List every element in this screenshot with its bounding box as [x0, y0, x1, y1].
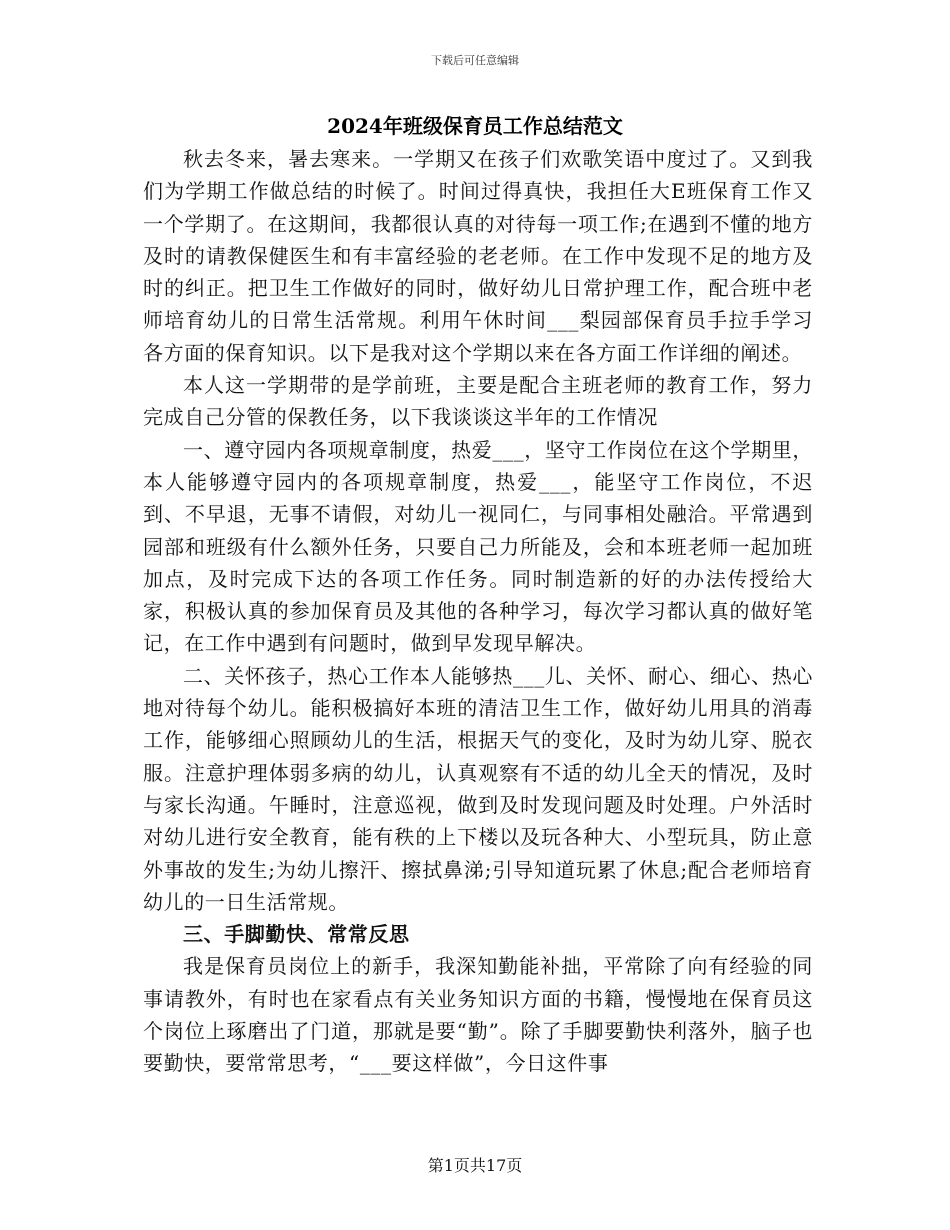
document-body [143, 143, 813, 1080]
page-footer: 第1页共17页 [427, 1156, 523, 1175]
body-paragraph-section-2: 二、关怀孩子，热心工作本人能够热___儿、关怀、耐心、细心、热心地对待每个幼儿。能积极搞好本班的清洁卫生工作，做好幼儿用具的消毒工作，能够细心照顾幼儿的生活，根据天气的变化，及时为幼儿穿、脱衣服。注意护理体弱多病的幼儿，认真观察有不适的幼儿全天的情况，及时与家长沟通。午睡时，注意巡视，做到及时发现问题及时处理。户外活时对幼儿进行安全教育，能有秩的上下楼以及玩各种大、小型玩具，防止意外事故的发生;为幼儿擦汗、擦拭鼻涕;引导知道玩累了休息;配合老师培育幼儿的一日生活常规。 [143, 663, 813, 914]
section-3-heading: 三、手脚勤快、常常反思 [183, 922, 410, 947]
body-paragraph-overview: 本人这一学期带的是学前班，主要是配合主班老师的教育工作，努力完成自己分管的保教任务，以下我谈谈这半年的工作情况 [143, 373, 813, 430]
header-note: 下载后可任意编辑 [431, 54, 519, 67]
body-paragraph-section-3: 我是保育员岗位上的新手，我深知勤能补拙，平常除了向有经验的同事请教外，有时也在家看点有关业务知识方面的书籍，慢慢地在保育员这个岗位上琢磨出了门道，那就是要“勤”。除了手脚要勤快利落外，脑子也要勤快，要常常思考，“___要这样做”，今日这件事 [143, 954, 813, 1076]
body-paragraph-section-1: 一、遵守园内各项规章制度，热爱___，坚守工作岗位在这个学期里，本人能够遵守园内的各项规章制度，热爱___，能坚守工作岗位，不迟到、不早退，无事不请假，对幼儿一视同仁，与同事相处融洽。平常遇到园部和班级有什么额外任务，只要自己力所能及，会和本班老师一起加班加点，及时完成下达的各项工作任务。同时制造新的好的办法传授给大家，积极认真的参加保育员及其他的各种学习，每次学习都认真的做好笔记，在工作中遇到有问题时，做到早发现早解决。 [143, 437, 813, 656]
body-paragraph-intro: 秋去冬来，暑去寒来。一学期又在孩子们欢歌笑语中度过了。又到我们为学期工作做总结的时候了。时间过得真快，我担任大E班保育工作又一个学期了。在这期间，我都很认真的对待每一项工作;在遇到不懂的地方及时的请教保健医生和有丰富经验的老老师。在工作中发现不足的地方及时的纠正。把卫生工作做好的同时，做好幼儿日常护理工作，配合班中老师培育幼儿的日常生活常规。利用午休时间___梨园部保育员手拉手学习各方面的保育知识。以下是我对这个学期以来在各方面工作详细的阐述。 [143, 147, 813, 365]
document-title: 2024年班级保育员工作总结范文 [327, 114, 623, 138]
